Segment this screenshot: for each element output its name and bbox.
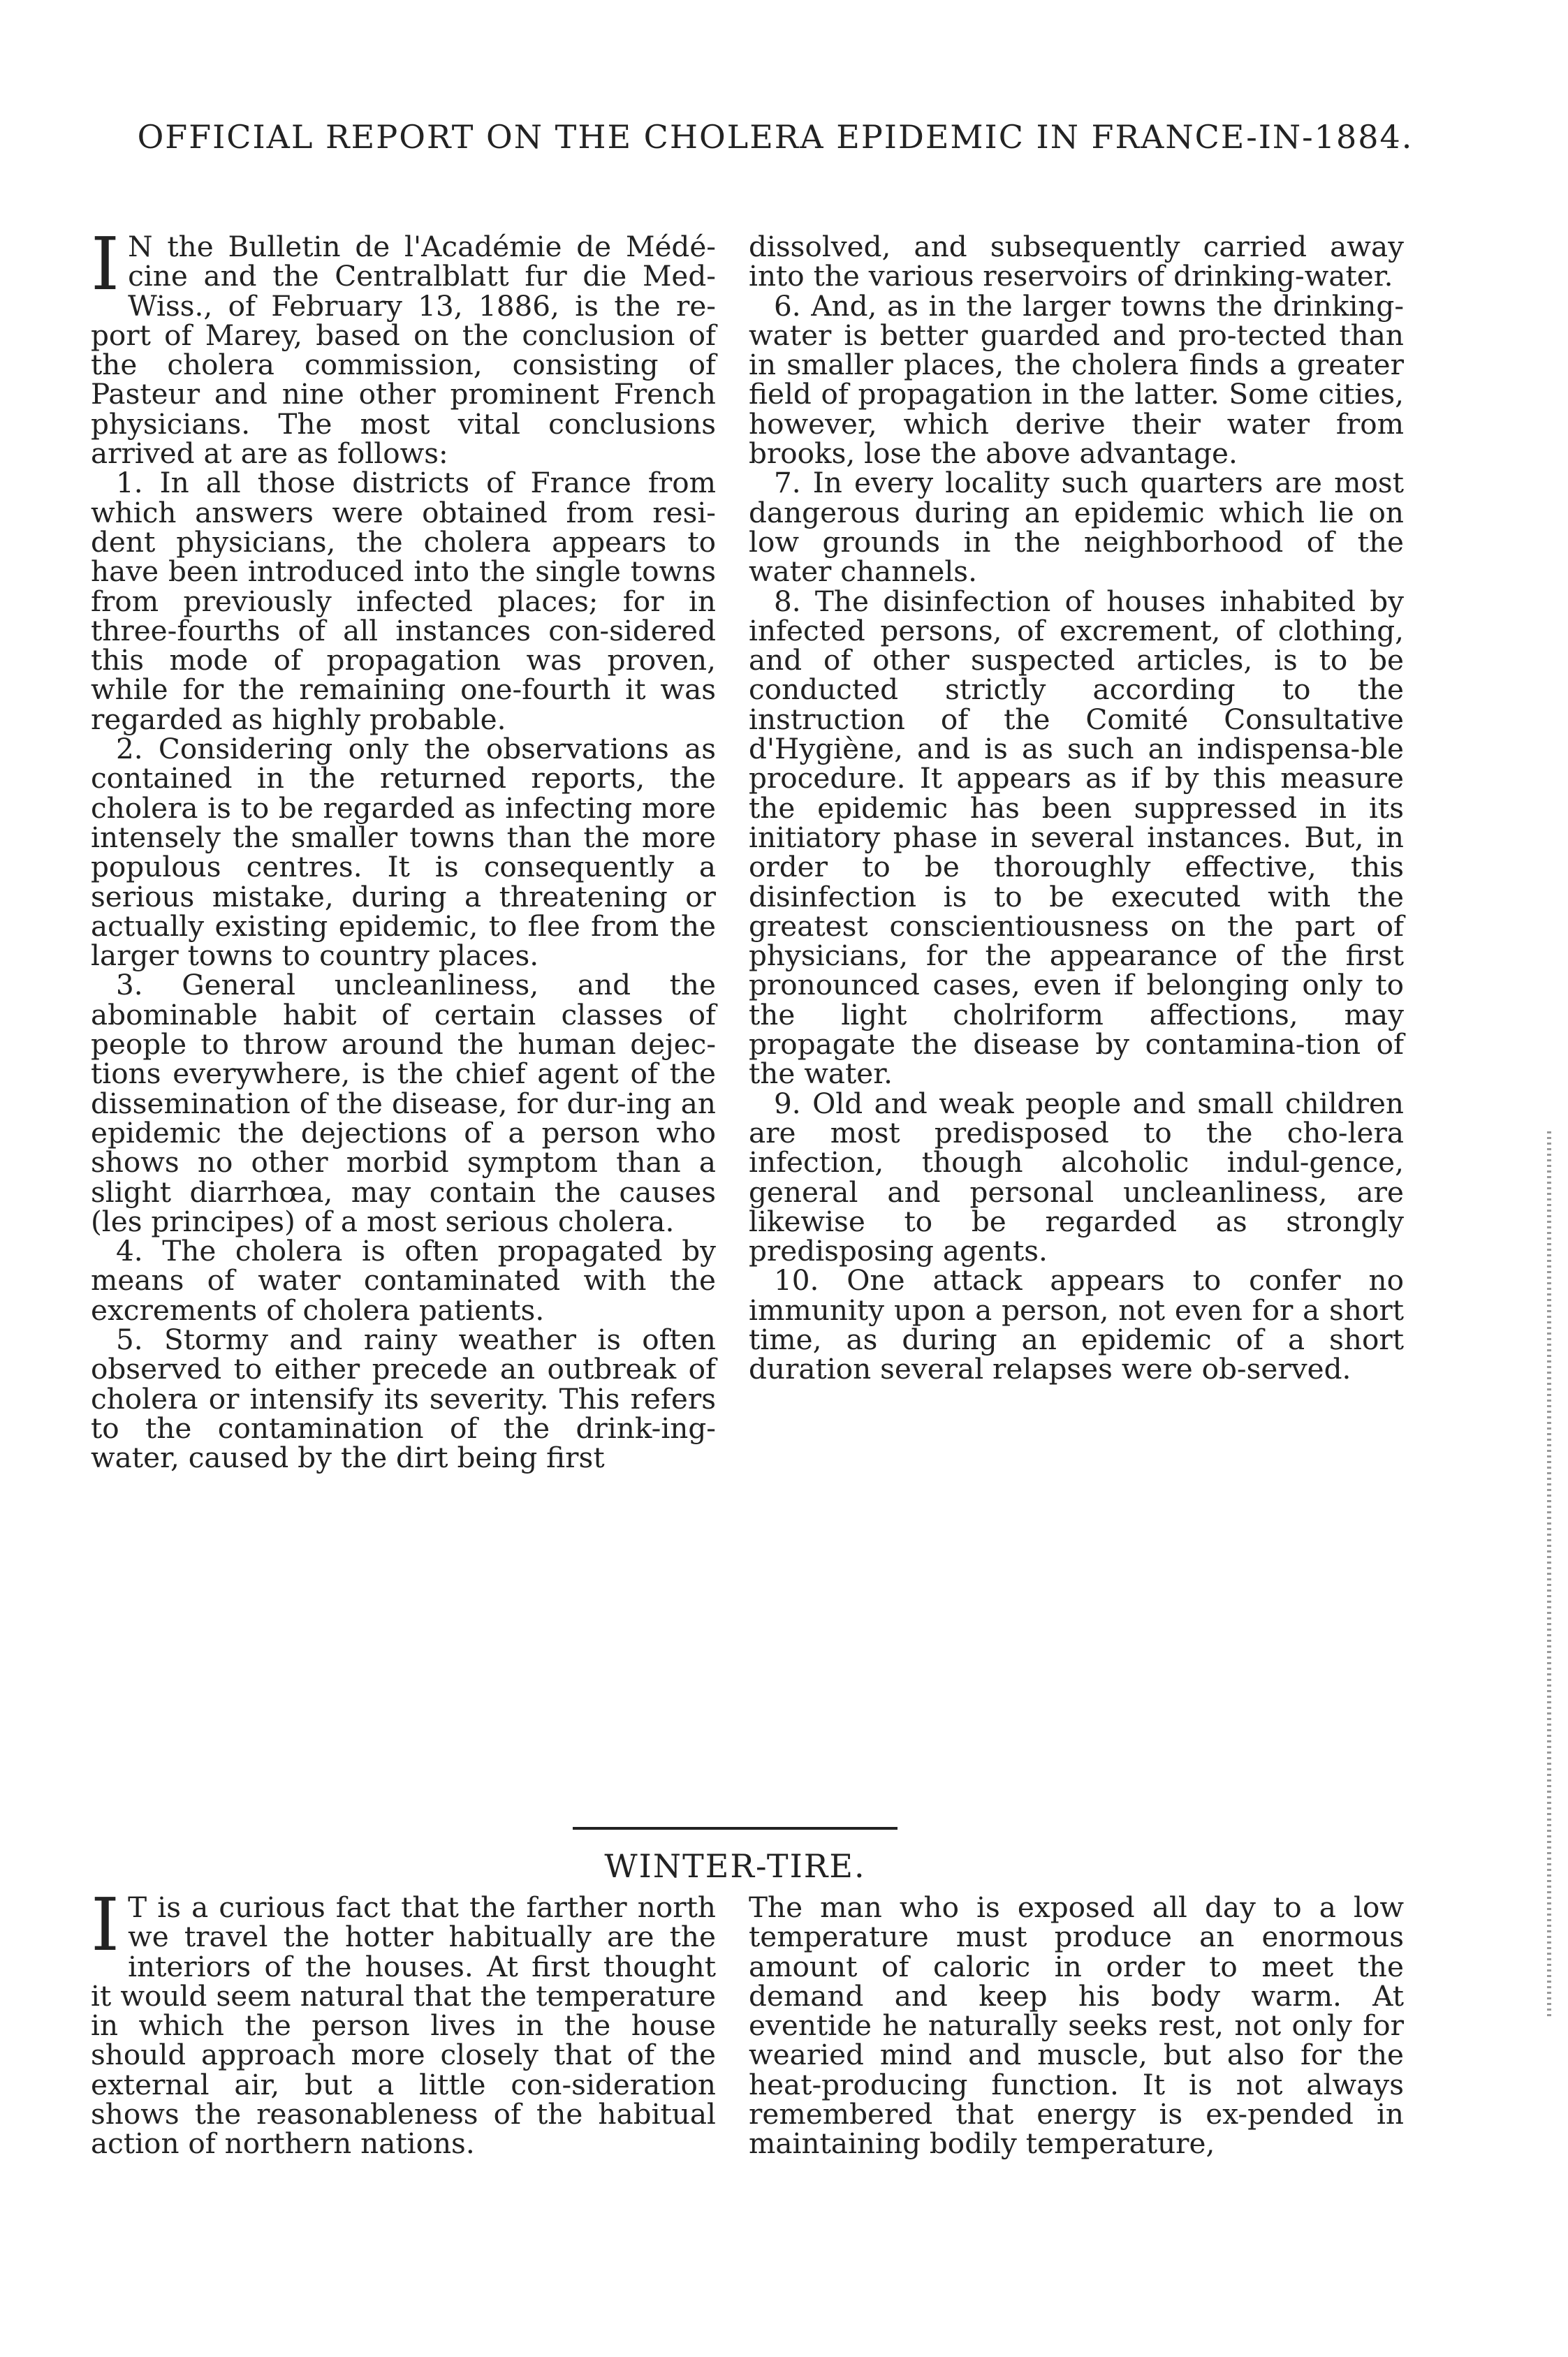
section-divider — [573, 1827, 897, 1830]
paragraph: 1. In all those districts of France from which answers were obtained from resi-dent physicians, the cholera appears to have been introduced into the single towns from previously infected places; for in three-fourths of all instances con-sidered this mode of propagation was proven, while for the remaining one-fourth it was regarded as highly probable. — [91, 466, 716, 736]
paragraph: 6. And, as in the larger towns the drinking-water is better guarded and pro-tected than in smaller places, the cholera finds a greater field of propagation in the latter. Some cities, however, which derive their water from brooks, lose the above advantage. — [749, 288, 1404, 471]
scan-edge-artifact — [1547, 1131, 1551, 2018]
paragraph: 9. Old and weak people and small children are most predisposed to the cho-lera infection, though alcoholic indul-gence, general and personal uncleanliness, are likewise to be regarded as strongly predisposing agents. — [749, 1086, 1404, 1268]
paragraph: 3. General uncleanliness, and the abominable habit of certain classes of people to throw around the human dejec-tions everywhere, is the chief agent of the dissemination of the disease, for dur-ing an epidemic the dejections of a person who shows no other morbid symptom than a slight diarrhœa, may contain the causes (les principes) of a most serious cholera. — [91, 968, 716, 1238]
winter-column-right — [749, 1890, 1404, 2161]
section-title: WINTER-TIRE. — [604, 1847, 866, 1885]
paragraph: 8. The disinfection of houses inhabited by infected persons, of excrement, of clothing, and of other suspected articles, is to be conducted strictly according to the instruction of the Comité Consultative d'Hygiène, and is as such an indispensa-ble procedure. It appears as if by this measure the epidemic has been suppressed in its initiatory phase in several instances. But, in order to be thoroughly effective, this disinfection is to be executed with the greatest conscientiousness on the part of physicians, for the appearance of the first pronounced cases, even if belonging only to the light cholriform affections, may propagate the disease by contamina-tion of the water. — [749, 584, 1404, 1091]
paragraph: 2. Considering only the observations as contained in the returned reports, the cholera is to be regarded as infecting more intensely the smaller towns than the more populous centres. It is consequently a serious mistake, during a threatening or actually existing epidemic, to flee from the larger towns to country places. — [91, 732, 716, 973]
page-title: OFFICIAL REPORT ON THE CHOLERA EPIDEMIC IN FRANCE-IN-1884. — [137, 118, 1414, 156]
paragraph: The man who is exposed all day to a low temperature must produce an enormous amount of caloric in order to meet the demand and keep his body warm. At eventide he naturally seeks rest, not only for wearied mind and muscle, but also for the heat-producing function. It is not always remembered that energy is ex-pended in maintaining bodily temperature, — [749, 1890, 1404, 2161]
paragraph: 5. Stormy and rainy weather is often observed to either precede an outbreak of cholera or intensify its severity. This refers to the contamination of the drink-ing-water, caused by the dirt being first — [91, 1322, 716, 1475]
paragraph: dissolved, and subsequently carried away into the various reservoirs of drinking-water. — [749, 230, 1404, 293]
paragraph: I T is a curious fact that the farther north we travel the hotter habitually are the interiors of the houses. At first thought it would seem natural that the temperature in which the person lives in the house should approach more closely that of the external air, but a little con-sideration shows the reasonableness of the habitual action of northern nations. — [91, 1882, 716, 2161]
paragraph: 7. In every locality such quarters are most dangerous during an epidemic which lie on low grounds in the neighborhood of the water channels. — [749, 466, 1404, 589]
report-column-left — [91, 221, 716, 1475]
report-column-right — [749, 232, 1404, 1384]
drop-cap: I — [91, 1882, 120, 1967]
winter-column-left — [91, 1882, 716, 2161]
paragraph: 4. The cholera is often propagated by means of water contaminated with the excrements of cholera patients. — [91, 1234, 716, 1327]
paragraph: 10. One attack appears to confer no immunity upon a person, not even for a short time, as during an epidemic of a short duration several relapses were ob-served. — [749, 1263, 1404, 1386]
drop-cap: I — [91, 221, 120, 307]
paragraph: I N the Bulletin de l'Académie de Médé-cine and the Centralblatt fur die Med-Wiss., of February 13, 1886, is the re-port of Marey, based on the conclusion of the cholera commission, consisting of Pasteur and nine other prominent French physicians. The most vital conclusions arrived at are as follows: — [91, 221, 716, 471]
